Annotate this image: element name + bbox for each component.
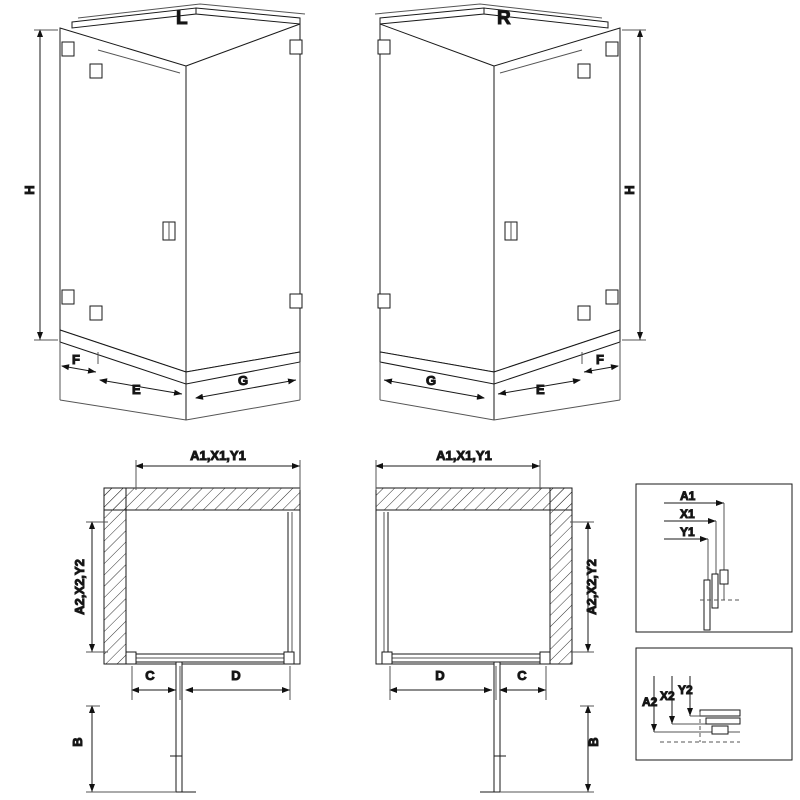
dim-label-F-right: F (596, 352, 604, 367)
dim-label-G-left: G (238, 373, 249, 388)
dim-label-F-left: F (72, 352, 80, 367)
door-handle-icon (505, 222, 517, 240)
dim-label-B-plan-left: B (70, 737, 85, 747)
dim-label-D-plan-right: D (435, 668, 445, 683)
dim-label-B-plan-right: B (586, 737, 601, 747)
detail-dim-A1: A1 (680, 489, 696, 503)
iso-view-left (60, 4, 305, 420)
detail-view-bottom (636, 648, 792, 760)
dim-label-E-right: E (536, 382, 545, 397)
detail-dim-X1: X1 (680, 507, 695, 521)
dim-label-C-plan-right: C (517, 668, 527, 683)
detail-dim-Y2: Y2 (678, 683, 693, 697)
dim-label-side-plan-left: A2,X2,Y2 (72, 559, 87, 615)
plan-view-right (376, 488, 572, 792)
detail-view-top (636, 484, 792, 632)
dim-height-right (622, 30, 646, 340)
dim-label-D-plan-left: D (231, 668, 241, 683)
variant-label-right: R (497, 8, 511, 29)
plan-view-left (104, 488, 300, 792)
dim-label-C-plan-left: C (145, 668, 155, 683)
dim-label-top-plan-right: A1,X1,Y1 (436, 448, 492, 463)
detail-dim-A2: A2 (642, 695, 658, 709)
dim-height-left (34, 30, 58, 340)
dim-label-E-left: E (132, 382, 141, 397)
dim-label-top-plan-left: A1,X1,Y1 (190, 448, 246, 463)
door-handle-icon (163, 222, 175, 240)
detail-dim-Y1: Y1 (680, 525, 695, 539)
detail-dim-X2: X2 (660, 689, 675, 703)
iso-view-right (375, 4, 620, 420)
dim-label-G-right: G (426, 373, 437, 388)
dim-label-side-plan-right: A2,X2,Y2 (584, 559, 599, 615)
variant-label-left: L (176, 8, 188, 29)
dim-label-H-left: H (22, 185, 37, 195)
dim-label-H-right: H (622, 185, 637, 195)
